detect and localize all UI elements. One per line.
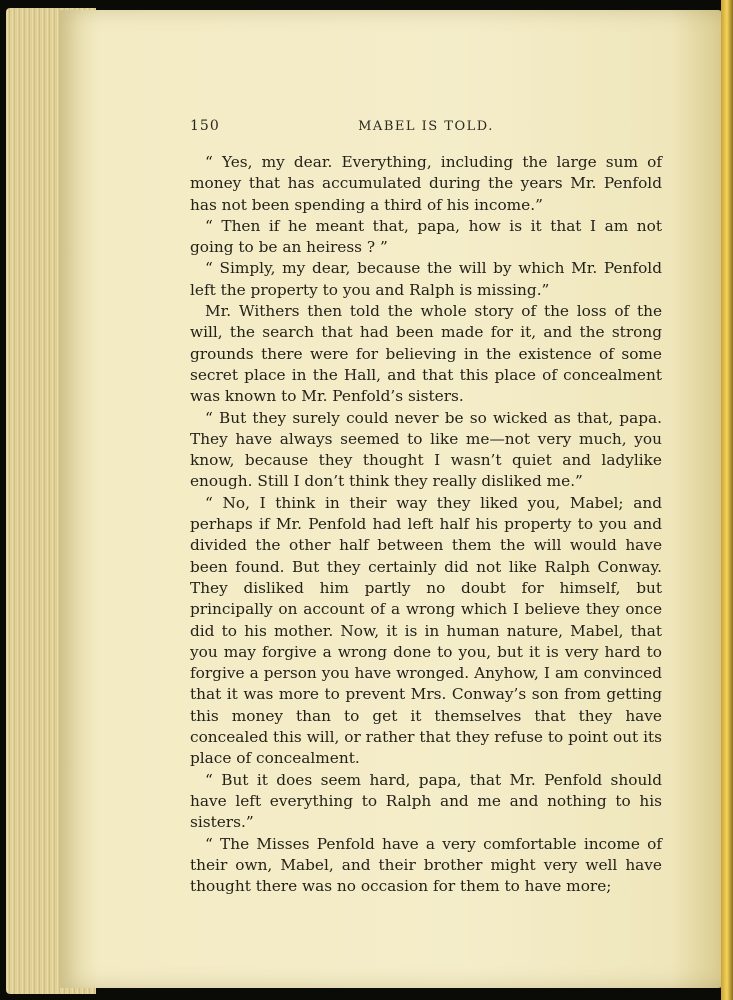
- running-title: MABEL IS TOLD.: [358, 119, 494, 134]
- paragraph: Mr. Withers then told the whole story of the loss of the will, the search that had been made for it, and the strong grounds there were for believing in the existence of some secret place in the Hall, and that this place of concealment was known to Mr. Penfold’s sisters.: [190, 302, 662, 406]
- paragraph: “ Yes, my dear. Everything, including the large sum of money that has accumulated during the years Mr. Penfold has not been spending a third of his income.”: [190, 153, 662, 214]
- paragraph: “ Simply, my dear, because the will by which Mr. Penfold left the property to you and Ralph is missing.”: [190, 259, 662, 299]
- page-header: [190, 118, 662, 140]
- paragraph: “ Then if he meant that, papa, how is it that I am not going to be an heiress ? ”: [190, 216, 662, 257]
- paragraph: “ The Misses Penfold have a very comfortable income of their own, Mabel, and their brother might very well have thought there was no occasion for them to have more;: [190, 834, 662, 896]
- paragraph: “ No, I think in their way they liked you, Mabel; and perhaps if Mr. Penfold had left half his property to you and divided the other half between them the will would have been found. But they certainly did not like Ralph Conway. They disliked him partly no doubt for himself, but principally on account of a wrong which I believe they once did to his mother. Now, it is in human nature, Mabel, that you may forgive a wrong done to you, but it is very hard to forgive a person you have wronged. Anyhow, I am convinced that it was more to prevent Mrs. Conway’s son from getting this money than to get it themselves that they have concealed this will, or rather that they refuse to point out its place of concealment.: [190, 493, 662, 768]
- page-number: 150: [190, 118, 220, 134]
- paragraph: “ But they surely could never be so wicked as that, papa. They have always seemed to like me—not very much, you know, because they thought I wasn’t quiet and ladylike enough. Still I don’t think they really disliked me.”: [190, 408, 662, 491]
- paragraph: “ But it does seem hard, papa, that Mr. Penfold should have left everything to Ralph and me and nothing to his sisters.”: [190, 770, 662, 832]
- body-text: [190, 152, 662, 897]
- gilt-edge: [721, 0, 733, 1000]
